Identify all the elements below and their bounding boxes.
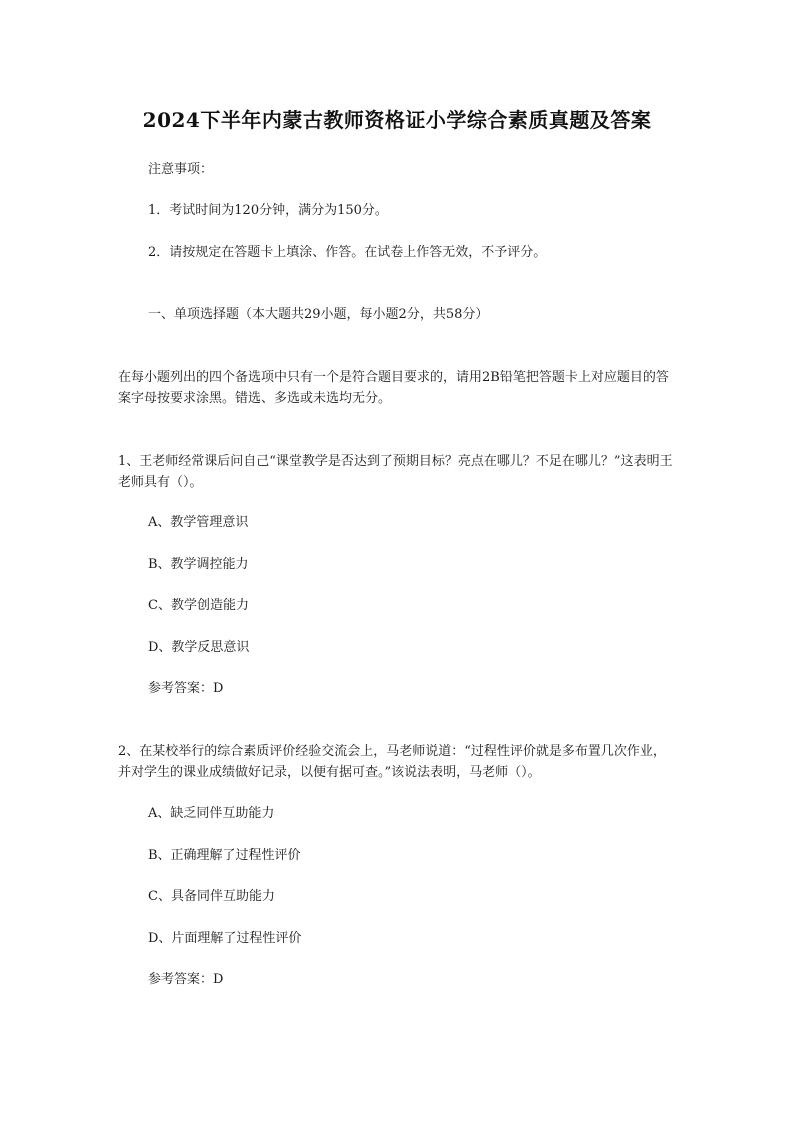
- question-option: A、缺乏同伴互助能力: [148, 806, 275, 821]
- question-option: C、具备同伴互助能力: [148, 889, 275, 904]
- question-option: B、教学调控能力: [148, 557, 249, 572]
- question-option: A、教学管理意识: [148, 515, 249, 530]
- question-answer: 参考答案：D: [148, 972, 224, 987]
- question-option: B、正确理解了过程性评价: [148, 848, 301, 863]
- section-title: 一、单项选择题（本大题共29小题，每小题2分，共58分）: [148, 307, 489, 322]
- note-item: 1．考试时间为120分钟，满分为150分。: [148, 203, 388, 218]
- question-answer: 参考答案：D: [148, 681, 224, 696]
- question-stem: 1、王老师经常课后问自己“课堂教学是否达到了预期目标？亮点在哪儿？不足在哪儿？”这表明王老师具有（）。: [118, 454, 673, 490]
- question-option: D、片面理解了过程性评价: [148, 931, 302, 946]
- question-option: C、教学创造能力: [148, 598, 249, 613]
- section-instruction: 在每小题列出的四个备选项中只有一个是符合题目要求的，请用2B铅笔把答题卡上对应题目的答案字母按要求涂黑。错选、多选或未选均无分。: [118, 370, 669, 406]
- notes-heading: 注意事项：: [148, 162, 214, 177]
- document-title: 2024下半年内蒙古教师资格证小学综合素质真题及答案: [142, 108, 652, 132]
- question-stem: 2、在某校举行的综合素质评价经验交流会上，马老师说道：“过程性评价就是多布置几次作业，并对学生的课业成绩做好记录，以便有据可查。”该说法表明，马老师（）。: [118, 744, 666, 780]
- question-option: D、教学反思意识: [148, 640, 250, 655]
- note-item: 2．请按规定在答题卡上填涂、作答。在试卷上作答无效，不予评分。: [148, 245, 547, 260]
